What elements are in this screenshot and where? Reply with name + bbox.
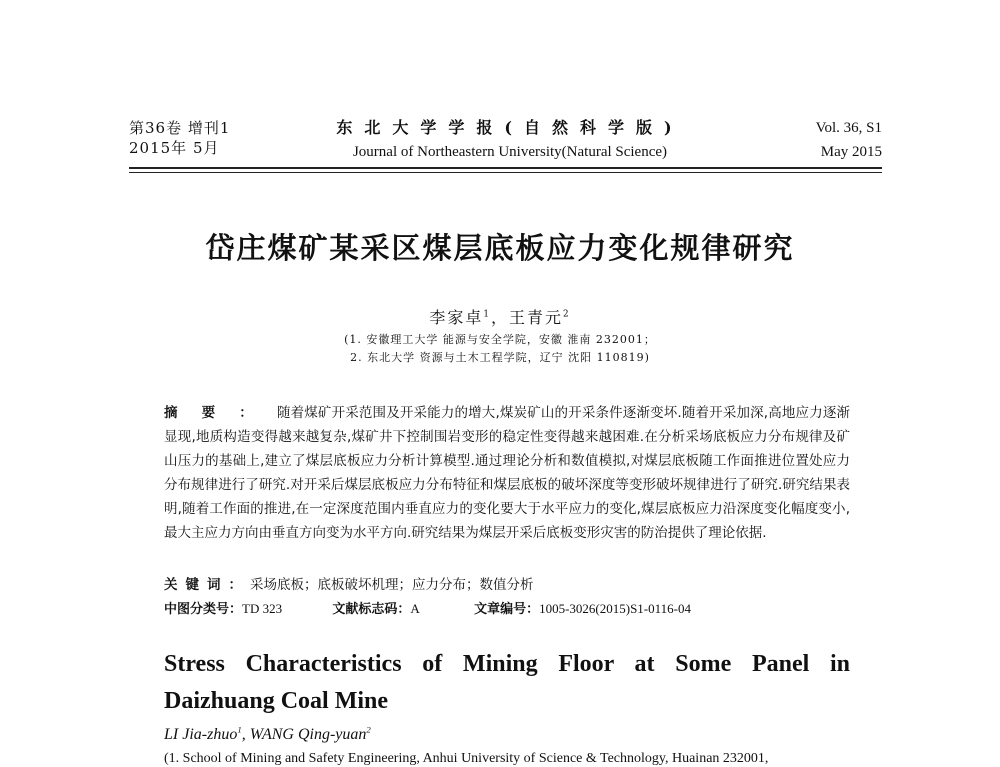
author-separator: ， xyxy=(490,308,509,327)
header-volume-block xyxy=(129,118,230,158)
author-1-en: LI Jia-zhuo xyxy=(164,726,238,743)
header-volume-cn: 第36卷 增刊1 xyxy=(129,119,231,137)
author-2-en-sup: 2 xyxy=(366,724,371,735)
clc-label: 中图分类号： xyxy=(164,602,243,617)
journal-name-cn: 东北大学学报(自然科学版) xyxy=(336,118,684,137)
authors-en xyxy=(164,726,371,744)
author-2-sup: 2 xyxy=(563,309,571,320)
author-1-en-sup: 1 xyxy=(237,724,242,735)
article-id-label: 文章编号： xyxy=(474,602,540,617)
header-volume-en-block xyxy=(816,118,882,162)
journal-name-en: Journal of Northeastern University(Natural Science) xyxy=(352,144,668,160)
keywords-label: 关键词： xyxy=(164,577,250,593)
abstract-text: 随着煤矿开采范围及开采能力的增大,煤炭矿山的开采条件逐渐变坏.随着开采加深,高地应力逐渐显现,地质构造变得越来越复杂,煤矿井下控制围岩变形的稳定性变得越来越困难.在分析采场底板应力分布规律及矿山压力的基础上,建立了煤层底板应力分析计算模型.通过理论分析和数值模拟,对煤层底板随工作面推进位置处应力分布规律进行了研究.对开采后煤层底板应力分布特征和煤层底板的破坏深度等变形破坏规律进行了研究.研究结果表明,随着工作面的推进,在一定深度范围内垂直应力的变化要大于水平应力的变化,煤层底板应力沿深度变化幅度变小,最大主应力方向由垂直方向变为水平方向.研究结果为煤层开采后底板变形灾害的防治提供了理论依据. xyxy=(164,405,851,541)
author-2-cn: 王青元 xyxy=(509,308,564,327)
keywords-text: 采场底板；底板破坏机理；应力分布；数值分析 xyxy=(250,577,534,593)
abstract-label: 摘要： xyxy=(164,405,277,421)
header-date-cn: 2015年 5月 xyxy=(129,139,220,157)
paper-title-en-line2: Daizhuang Coal Mine xyxy=(164,688,389,714)
abstract xyxy=(164,401,850,545)
author-1-cn: 李家卓 xyxy=(429,308,484,327)
keywords xyxy=(164,573,534,593)
author-2-en: WANG Qing-yuan xyxy=(249,726,367,743)
author-1-sup: 1 xyxy=(483,309,491,320)
clc-value: TD 323 xyxy=(242,601,283,616)
classification-line xyxy=(164,598,691,617)
paper-title-en xyxy=(164,646,850,720)
author-en-separator: , xyxy=(241,726,250,743)
doc-code-label: 文献标志码： xyxy=(332,602,411,617)
doc-code-value: A xyxy=(410,601,420,616)
header-rule-thin xyxy=(129,172,882,173)
header-date-en: May 2015 xyxy=(820,144,882,160)
affiliation-cn-2: 2. 东北大学 资源与土木工程学院，辽宁 沈阳 110819) xyxy=(350,351,650,364)
header-journal-block xyxy=(300,118,720,162)
paper-title-en-line1: Stress Characteristics of Mining Floor at Some Panel in xyxy=(164,651,850,677)
authors-cn xyxy=(0,305,1000,328)
header-volume-en: Vol. 36, S1 xyxy=(815,120,882,136)
header-rule-thick xyxy=(129,167,882,169)
article-id-value: 1005-3026(2015)S1-0116-04 xyxy=(539,601,691,616)
paper-title-cn: 岱庄煤矿某采区煤层底板应力变化规律研究 xyxy=(205,231,795,265)
affiliation-cn-1: (1. 安徽理工大学 能源与安全学院，安徽 淮南 232001； xyxy=(344,333,656,346)
affiliation-en: (1. School of Mining and Safety Engineering, Anhui University of Science & Technology, Huainan 232001, xyxy=(164,751,769,766)
